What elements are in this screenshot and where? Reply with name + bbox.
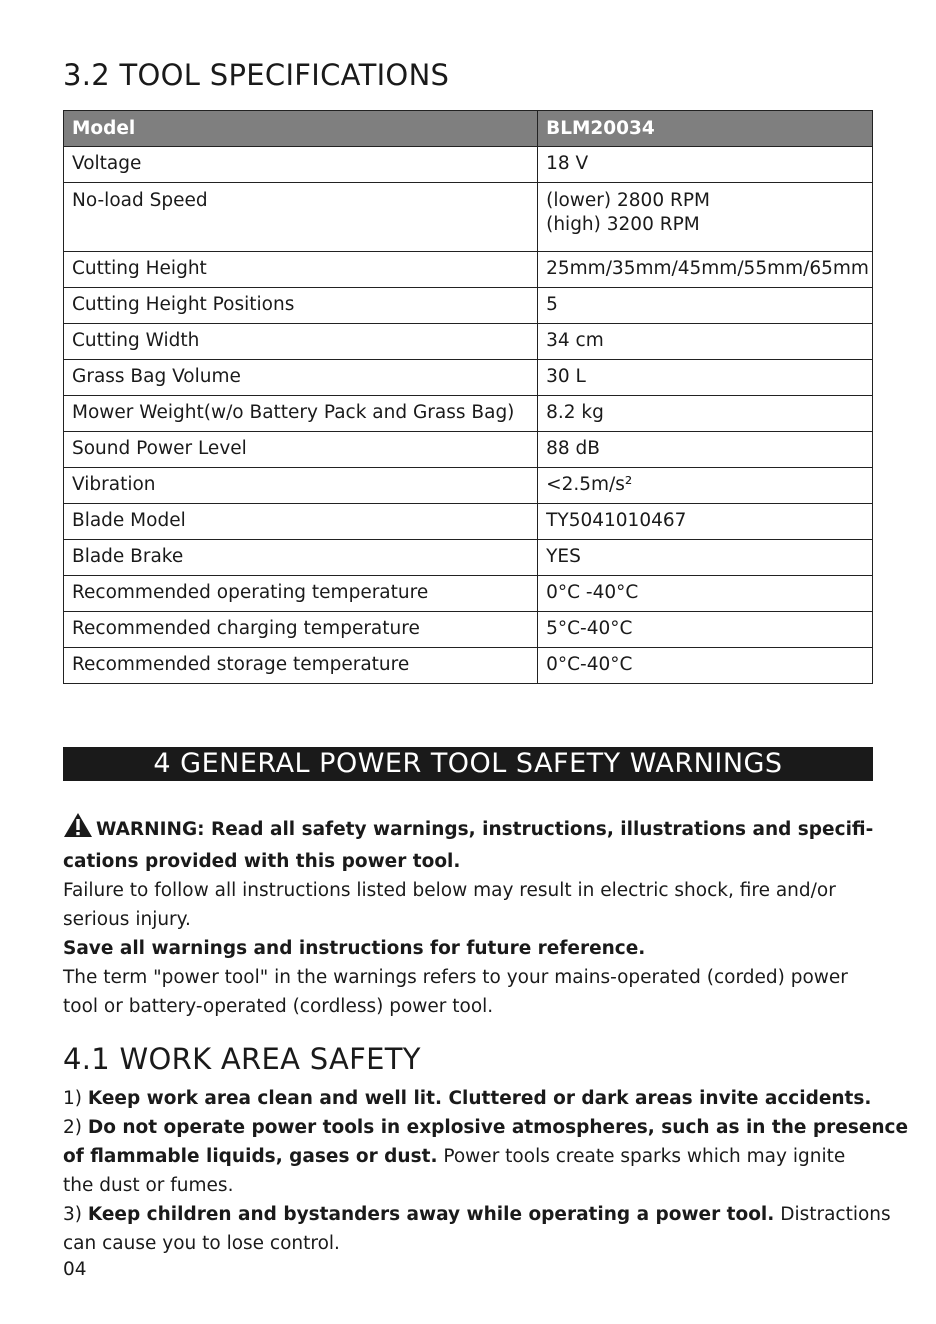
spec-value: 34 cm <box>538 324 873 360</box>
spec-label: Voltage <box>64 147 538 183</box>
spec-row <box>64 612 873 648</box>
spec-label: Blade Model <box>64 504 538 540</box>
spec-label: Recommended operating temperature <box>64 576 538 612</box>
spec-value: 0°C -40°C <box>538 576 873 612</box>
failure-text-cont: serious injury. <box>63 909 191 930</box>
work-area-title: 4.1 WORK AREA SAFETY <box>63 1042 421 1076</box>
failure-text: Failure to follow all instructions listed below may result in electric shock, fire and/or <box>63 880 836 901</box>
spec-label: Recommended charging temperature <box>64 612 538 648</box>
item-bold-text: Keep work area clean and well lit. Cluttered or dark areas invite accidents. <box>87 1088 872 1109</box>
safety-section-banner: 4 GENERAL POWER TOOL SAFETY WARNINGS <box>63 747 873 781</box>
term-text: The term "power tool" in the warnings refers to your mains-operated (corded) power <box>63 967 848 988</box>
spec-label: Cutting Width <box>64 324 538 360</box>
spec-header-value: BLM20034 <box>538 111 873 147</box>
warning-text: WARNING: Read all safety warnings, instructions, illustrations and specifi- <box>96 819 874 840</box>
work-area-list <box>63 1084 909 1258</box>
spec-row <box>64 576 873 612</box>
spec-row <box>64 396 873 432</box>
spec-row <box>64 468 873 504</box>
list-item <box>63 1113 909 1142</box>
item-text: can cause you to lose control. <box>63 1233 340 1254</box>
list-item <box>63 1084 873 1113</box>
item-text: Power tools create sparks which may ignite <box>437 1146 846 1167</box>
spec-label: Mower Weight(w/o Battery Pack and Grass Bag) <box>64 396 538 432</box>
spec-value: <2.5m/s² <box>538 468 873 504</box>
item-bold-text: Keep children and bystanders away while operating a power tool. <box>87 1204 775 1225</box>
save-notice: Save all warnings and instructions for future reference. <box>63 938 646 959</box>
spec-row <box>64 288 873 324</box>
warning-paragraph <box>63 812 873 1021</box>
item-number: 1) <box>63 1088 88 1109</box>
spec-label: Grass Bag Volume <box>64 360 538 396</box>
item-bold-text: Do not operate power tools in explosive atmospheres, such as in the presence <box>87 1117 909 1138</box>
spec-value: 5 <box>538 288 873 324</box>
item-bold-text: of flammable liquids, gases or dust. <box>63 1146 438 1167</box>
term-text-cont: tool or battery-operated (cordless) power tool. <box>63 996 494 1017</box>
spec-label: Vibration <box>64 468 538 504</box>
warning-text-cont: cations provided with this power tool. <box>63 851 461 872</box>
spec-row <box>64 183 873 252</box>
spec-table <box>63 110 873 684</box>
spec-label: Recommended storage temperature <box>64 648 538 684</box>
spec-row <box>64 648 873 684</box>
page-number: 04 <box>63 1259 87 1280</box>
spec-value: YES <box>538 540 873 576</box>
spec-label: Cutting Height Positions <box>64 288 538 324</box>
spec-label: Blade Brake <box>64 540 538 576</box>
list-item-cont <box>63 1142 873 1171</box>
spec-row <box>64 252 873 288</box>
spec-value-line: (high) 3200 RPM <box>546 214 700 235</box>
spec-value: 30 L <box>538 360 873 396</box>
item-text: Distractions <box>774 1204 891 1225</box>
spec-value: 5°C-40°C <box>538 612 873 648</box>
item-number: 2) <box>63 1117 88 1138</box>
spec-value: 8.2 kg <box>538 396 873 432</box>
warning-line <box>63 812 873 847</box>
spec-row <box>64 504 873 540</box>
spec-row <box>64 360 873 396</box>
spec-header-row <box>64 111 873 147</box>
spec-section-title: 3.2 TOOL SPECIFICATIONS <box>63 58 450 92</box>
spec-value-line: (lower) 2800 RPM <box>546 190 710 211</box>
spec-row <box>64 432 873 468</box>
spec-value <box>538 183 873 252</box>
spec-value: 0°C-40°C <box>538 648 873 684</box>
spec-value: 25mm/35mm/45mm/55mm/65mm <box>538 252 873 288</box>
spec-value: 18 V <box>538 147 873 183</box>
spec-value: 88 dB <box>538 432 873 468</box>
warning-triangle-icon <box>63 812 93 847</box>
item-number: 3) <box>63 1204 88 1225</box>
list-item <box>63 1200 891 1229</box>
spec-header-label: Model <box>64 111 538 147</box>
spec-value: TY5041010467 <box>538 504 873 540</box>
spec-label: Cutting Height <box>64 252 538 288</box>
spec-label: Sound Power Level <box>64 432 538 468</box>
spec-row <box>64 540 873 576</box>
spec-row <box>64 147 873 183</box>
spec-label: No-load Speed <box>64 183 538 252</box>
item-text: the dust or fumes. <box>63 1175 234 1196</box>
spec-row <box>64 324 873 360</box>
